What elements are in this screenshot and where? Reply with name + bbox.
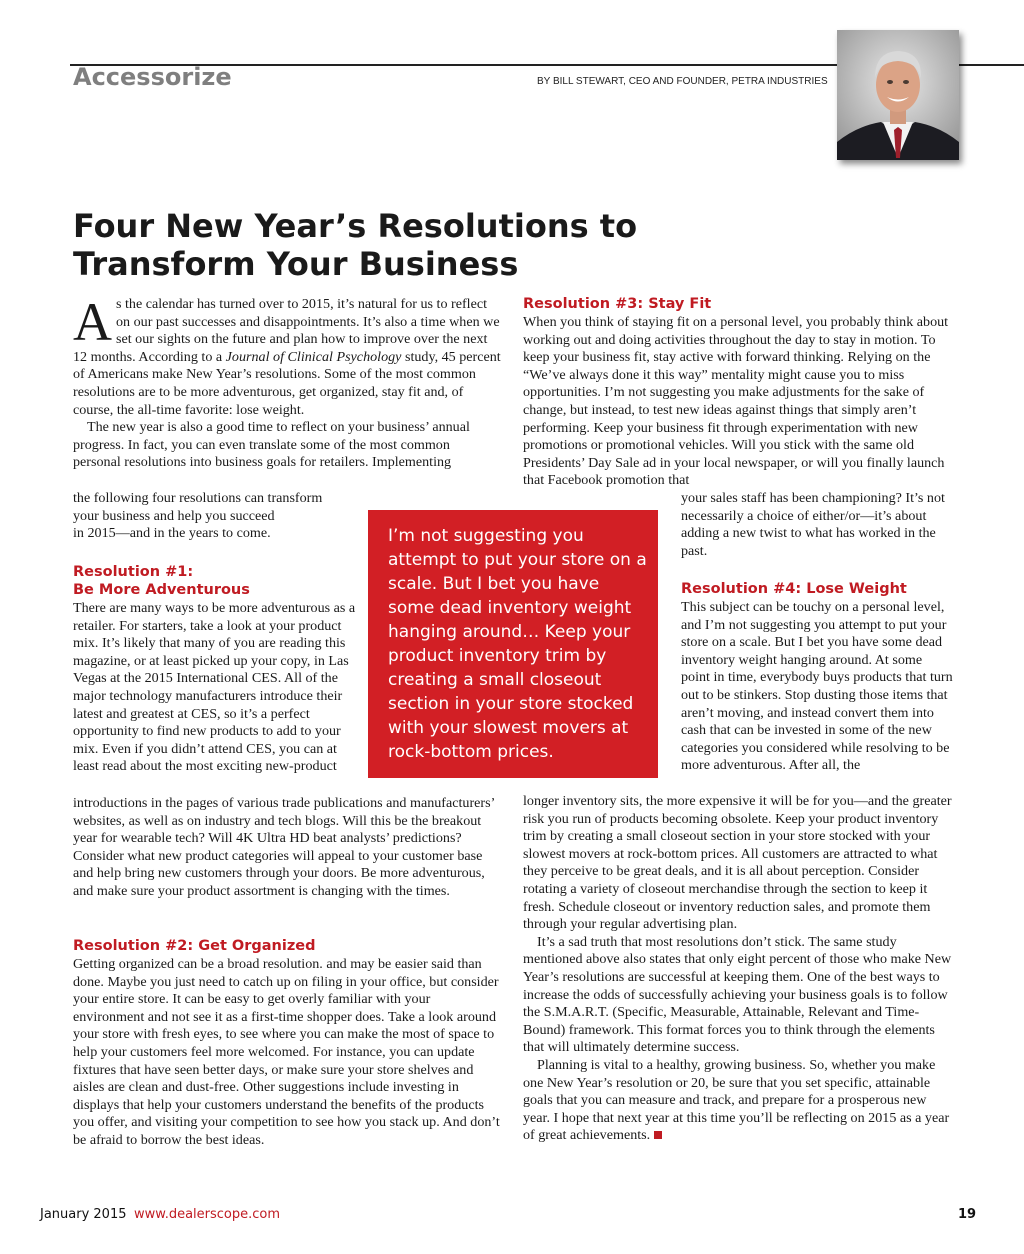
footer-date: January 2015 [40, 1207, 127, 1222]
intro-paragraph-2: The new year is also a good time to reflect on your business’ annual progress. In fact, you can even translate some of the most common personal resolutions into business goals for retailers. Implementing [73, 419, 470, 471]
intro-paragraph [73, 292, 501, 419]
resolution-3-text-wide [523, 314, 955, 490]
byline: BY BILL STEWART, CEO AND FOUNDER, PETRA INDUSTRIES [537, 76, 828, 87]
end-mark [654, 1131, 662, 1139]
intro-line: the following four resolutions can transform [73, 490, 323, 506]
resolution-1-heading-line: Be More Adventurous [73, 582, 250, 598]
closing-text: Planning is vital to a healthy, growing business. So, whether you make one New Year’s resolution or 20, be sure that you set specific, attainable goals that you can measure and track, and prepare for a prosperous new year. I hope that next year at this time you’ll be reflecting on 2015 as a year of great achievements. [523, 1056, 950, 1144]
resolution-2-text [73, 956, 505, 1150]
resolution-4-heading [681, 580, 907, 598]
resolution-1-text-wide [73, 795, 501, 901]
resolution-1-text-narrow [73, 600, 356, 776]
resolution-4-text-narrow [681, 599, 953, 775]
headline: Four New Year’s Resolutions to Transform Your Business [73, 207, 638, 283]
closing-paragraph [523, 1057, 955, 1145]
intro-text-part: s the calendar has turned over to 2015, it’s natural for us to reflect on our past successes and disappointments. It’s also a time when we set our sights on the future and plan how to improve over the next 12 months. According to a [73, 296, 500, 365]
resolution-1-heading-line: Resolution #1: [73, 564, 194, 580]
pull-quote: I’m not suggesting you attempt to put your store on a scale. But I bet you have some dead inventory weight hanging around… Keep your product inventory trim by creating a small closeout section in your store stocked with your slowest movers at rock-bottom prices. [368, 510, 658, 778]
section-title: Accessorize [73, 63, 232, 91]
resolution-1-paragraph: There are many ways to be more adventurous as a retailer. For starters, take a look at your product mix. It’s likely that many of you are reading this magazine, or at least picked up your copy, in Las Vegas at the 2015 International CES. All of the major technology manufacturers introduce their latest and greatest at CES, so it’s a perfect opportunity to find new products to add to your mix. Even if you didn’t attend CES, you can at least read about the most exciting new-product [73, 600, 356, 775]
intro-line: in 2015—and in the years to come. [73, 525, 271, 542]
resolution-2-heading [73, 937, 316, 955]
intro-text [73, 292, 501, 472]
resolution-1-heading [73, 563, 250, 599]
journal-name: Journal of Clinical Psychology [225, 348, 402, 365]
page-number: 19 [958, 1207, 977, 1222]
footer-url[interactable]: www.dealerscope.com [134, 1207, 281, 1222]
author-photo [837, 30, 959, 160]
resolution-4-text-wide [523, 793, 955, 1145]
resolution-4-paragraph: This subject can be touchy on a personal level, and I’m not suggesting you attempt to put your store on a scale. But I bet you have some dead inventory weight hanging around. At some point in time, everybody buys products that turn out to be stinkers. Stop dusting those items that aren’t moving, and instead convert them into cash that can be invested in some of the new categories you considered while resolving to be more adventurous. After all, the [681, 599, 953, 774]
resolution-1-paragraph: introductions in the pages of various trade publications and manufacturers’ websites, as well as on industry and tech blogs. Will this be the breakout year for wearable tech? Will 4K Ultra HD beat analysts’ predictions? Consider what new product categories will appeal to your customer base and help bring new customers through your doors. Be more adventurous, and make sure your product assortment is changing with the times. [73, 795, 495, 899]
dropcap: A [73, 292, 112, 352]
intro-line: your business and help you succeed [73, 507, 275, 524]
resolution-3-heading [523, 295, 711, 313]
resolution-4-heading-text: Resolution #4: Lose Weight [681, 581, 907, 597]
resolution-3-text-narrow [681, 490, 953, 560]
resolution-3-paragraph: your sales staff has been championing? It’s not necessarily a choice of either/or—it’s about adding a new twist to what has worked in the past. [681, 490, 945, 559]
resolution-3-paragraph: When you think of staying fit on a personal level, you probably think about working out and doing activities throughout the day to stay in motion. To keep your business fit, stay active with forward thinking. Relying on the “We’ve always done it this way” mentality might cause you to miss opportunities. I’m not suggesting you make adjustments for the sake of change, but instead, to test new ideas against things that simply aren’t performing. Keep your business fit through experimentation with new promotions or promotional vehicles. Will you stick with the same old Presidents’ Day Sale ad in your local newspaper, or will you finally launch that Facebook promotion that [523, 314, 949, 489]
resolution-2-heading-text: Resolution #2: Get Organized [73, 938, 316, 954]
author-portrait-image [837, 30, 959, 160]
intro-text-narrow [73, 490, 363, 543]
resolution-3-heading-text: Resolution #3: Stay Fit [523, 296, 712, 312]
intro-text-part: study, 45 percent of Americans make New Year’s resolutions. Some of the most common resolutions are to be more adventurous, get organized, stay fit and, of course, the all-time favorite: lose weight. [73, 348, 501, 418]
resolution-4-paragraph: longer inventory sits, the more expensive it will be for you—and the greater risk you run of products becoming obsolete. Keep your product inventory trim by creating a small closeout section in your store stocked with your slowest movers at rock-bottom prices. All customers are attracted to what they perceive to be great deals, and it is all about perception. Consider rotating a variety of closeout merchandise through the section to keep it fresh. Schedule closeout or inventory reduction sales, and promote them through your regular advertising plan. [523, 793, 952, 933]
resolution-2-paragraph: Getting organized can be a broad resolution. and may be easier said than done. Maybe you just need to catch up on filing in your office, but consider your entire store. It can be easy to get overly familiar with your environment and not see it as a first-time shopper does. Take a look around your store with fresh eyes, to see where you can make the most of space to help your customers feel more welcomed. For instance, you can update fixtures that have seen better days, or make sure your store shelves and aisles are clean and dust-free. Other suggestions include investing in displays that help your customers understand the benefits of the products you offer, and visiting your competition to see how you stack up. And don’t be afraid to borrow the best ideas. [73, 956, 500, 1148]
resolution-4-paragraph-2: It’s a sad truth that most resolutions don’t stick. The same study mentioned above also states that only eight percent of those who make New Year’s resolutions are successful at keeping them. One of the best ways to increase the odds of successfully achieving your business goals is to follow the S.M.A.R.T. (Specific, Measurable, Attainable, Relevant and Time-Bound) framework. This format forces you to think through the elements that will ultimately determine success. [523, 933, 952, 1056]
